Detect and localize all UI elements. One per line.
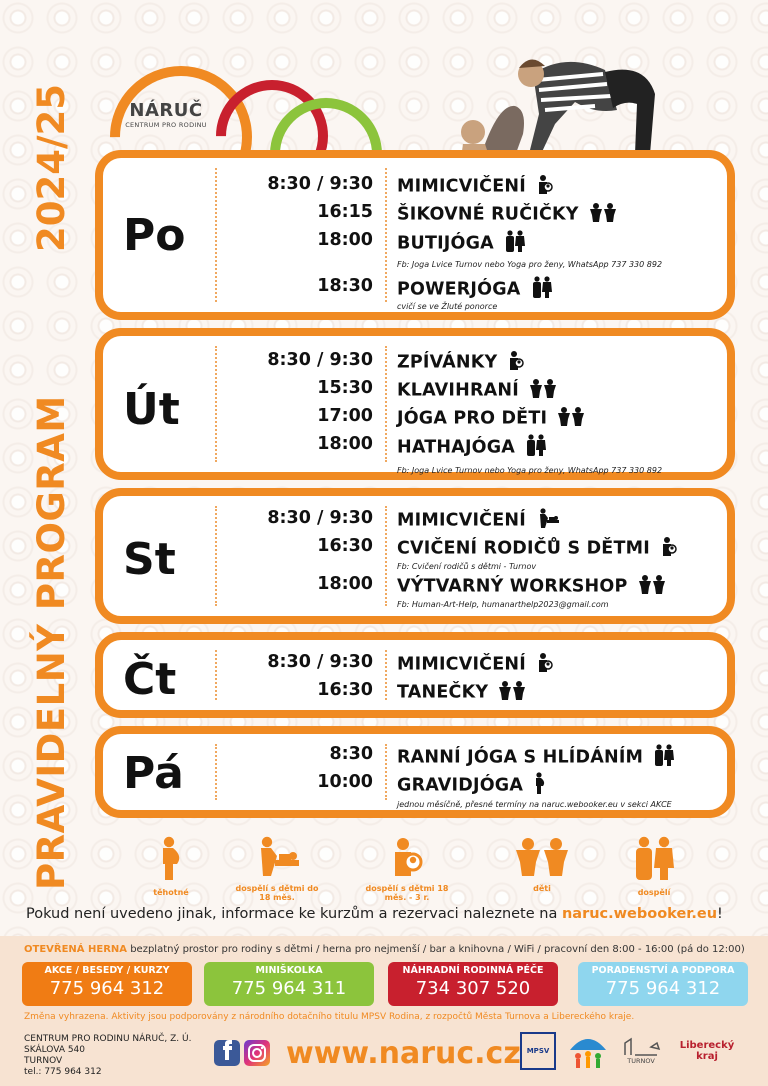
activity-name: JÓGA PRO DĚTI — [397, 408, 548, 429]
contact-card-title: AKCE / BESEDY / KURZY — [44, 965, 170, 976]
herna-text: bezplatný prostor pro rodiny s dětmi / herna pro nejmenší / bar a knihovna / WiFi / pracovní den 8:00 - 16:00 (pá do 12:00) — [127, 944, 745, 955]
children-icon — [497, 836, 587, 880]
activity-item — [397, 378, 557, 403]
adults-icon — [653, 744, 675, 771]
activity-name: MIMICVIČENÍ — [397, 654, 526, 675]
parent-baby-icon — [536, 174, 554, 199]
turnov-emblem-icon — [621, 1037, 661, 1057]
baby-changing-icon — [232, 836, 322, 880]
activity-time: 8:30 / 9:30 — [267, 174, 373, 194]
activity-time: 18:00 — [317, 434, 373, 454]
contact-card-phone[interactable]: 775 964 312 — [49, 978, 165, 999]
contact-card-title: PORADENSTVÍ A PODPORA — [591, 965, 735, 976]
year-title: 2024/25 — [30, 84, 73, 252]
activity-item — [397, 174, 554, 199]
children-icon — [589, 202, 617, 227]
activity-note: Fb: Human-Art-Help, humanarthelp2023@gmail.com — [397, 600, 609, 609]
adults-icon — [525, 434, 547, 461]
parent-baby-icon — [507, 350, 525, 375]
activity-name: MIMICVIČENÍ — [397, 176, 526, 197]
activity-name: ŠIKOVNÉ RUČIČKY — [397, 204, 579, 225]
legend-item — [126, 836, 216, 897]
contact-card-title: NÁHRADNÍ RODINNÁ PÉČE — [402, 965, 544, 976]
activity-item — [397, 744, 675, 771]
activity-time: 18:00 — [317, 574, 373, 594]
address-city: TURNOV — [24, 1056, 63, 1066]
divider — [385, 168, 387, 302]
activity-note: cvičí se ve Žluté ponorce — [397, 302, 498, 311]
activity-item — [397, 202, 617, 227]
children-icon — [557, 406, 585, 431]
activity-name: RANNÍ JÓGA S HLÍDÁNÍM — [397, 747, 644, 768]
activity-item — [397, 276, 553, 303]
activity-time: 18:00 — [317, 230, 373, 250]
activity-name: TANEČKY — [397, 682, 489, 703]
footer-note: Změna vyhrazena. Aktivity jsou podporovány z národního dotačního titulu MPSV Rodina, z rozpočtů Města Turnova a Libereckého kraje. — [24, 1012, 635, 1022]
activity-name: VÝTVARNÝ WORKSHOP — [397, 576, 628, 597]
address — [24, 1034, 191, 1078]
activity-item — [397, 434, 547, 461]
pregnant-icon — [126, 836, 216, 884]
herna-line — [24, 944, 745, 955]
day-name: Čt — [123, 654, 177, 705]
divider — [385, 506, 387, 606]
activity-item — [397, 536, 678, 561]
instagram-icon[interactable] — [244, 1040, 270, 1066]
day-box-st — [95, 488, 735, 624]
kraj-text: Liberecký kraj — [679, 1040, 735, 1062]
contact-card — [204, 962, 374, 1006]
activity-item — [397, 680, 526, 705]
activity-time: 8:30 / 9:30 — [267, 508, 373, 528]
legend-label: děti — [533, 884, 551, 893]
logo-text — [116, 100, 216, 129]
activity-name: GRAVIDJÓGA — [397, 775, 524, 796]
day-box-po — [95, 150, 735, 320]
mpsv-logo — [520, 1032, 556, 1070]
day-box-pá — [95, 726, 735, 818]
logo-subtitle: CENTRUM PRO RODINU — [125, 121, 207, 129]
activity-time: 15:30 — [317, 378, 373, 398]
legend-item — [609, 836, 699, 897]
address-phone: tel.: 775 964 312 — [24, 1067, 102, 1077]
facebook-icon[interactable] — [214, 1040, 240, 1066]
children-icon — [498, 680, 526, 705]
activity-time: 10:00 — [317, 772, 373, 792]
activity-name: MIMICVIČENÍ — [397, 510, 526, 531]
activity-name: KLAVIHRANÍ — [397, 380, 519, 401]
activity-note: jednou měsíčně, přesné termíny na naruc.webooker.eu v sekci AKCE — [397, 800, 672, 809]
day-name: Po — [123, 210, 186, 261]
activity-name: CVIČENÍ RODIČŮ S DĚTMI — [397, 538, 650, 559]
contact-card — [22, 962, 192, 1006]
turnov-logo — [618, 1032, 664, 1070]
legend-item — [362, 836, 452, 902]
info-message: Pokud není uvedeno jinak, informace ke kurzům a rezervaci naleznete na — [26, 906, 562, 922]
activity-time: 8:30 — [329, 744, 373, 764]
kraj-logo — [672, 1032, 742, 1070]
legend-item — [232, 836, 322, 902]
pregnant-icon — [533, 772, 547, 799]
family-umbrella-icon — [566, 1032, 610, 1070]
herna-title: OTEVŘENÁ HERNA — [24, 944, 128, 955]
activity-item — [397, 508, 560, 533]
activity-name: ZPÍVÁNKY — [397, 352, 498, 373]
day-name: Út — [123, 384, 180, 435]
info-end: ! — [717, 906, 723, 922]
contact-card — [388, 962, 558, 1006]
activity-time: 16:30 — [317, 680, 373, 700]
activity-name: HATHAJÓGA — [397, 437, 516, 458]
activity-time: 17:00 — [317, 406, 373, 426]
day-name: St — [123, 534, 176, 585]
legend-label: dospělí s dětmi 18 měs. - 3 r. — [365, 884, 449, 902]
day-box-čt — [95, 632, 735, 718]
contact-card-phone[interactable]: 775 964 312 — [605, 978, 721, 999]
adults-icon — [504, 230, 526, 257]
activity-note: Fb: Joga Lvice Turnov nebo Yoga pro ženy, WhatsApp 737 330 892 — [397, 466, 663, 475]
contact-card — [578, 962, 748, 1006]
logo-name: NÁRUČ — [129, 100, 203, 121]
activity-item — [397, 350, 525, 375]
divider — [385, 744, 387, 800]
activity-name: BUTIJÓGA — [397, 233, 494, 254]
divider — [385, 346, 387, 462]
activity-time: 18:30 — [317, 276, 373, 296]
activity-item — [397, 230, 526, 257]
address-org: CENTRUM PRO RODINU NÁRUČ, Z. Ú. — [24, 1034, 192, 1044]
divider — [385, 650, 387, 700]
contact-card-title: MINIŠKOLKA — [255, 965, 323, 976]
contact-card-phone[interactable]: 734 307 520 — [415, 978, 531, 999]
adults-icon — [531, 276, 553, 303]
activity-note: Fb: Cvičení rodičů s dětmi - Turnov — [397, 562, 537, 571]
activity-time: 8:30 / 9:30 — [267, 350, 373, 370]
activity-item — [397, 406, 585, 431]
baby-changing-icon — [536, 508, 560, 533]
parent-baby-icon — [362, 836, 452, 880]
legend-label: těhotné — [153, 888, 189, 897]
booking-link[interactable]: naruc.webooker.eu — [561, 906, 718, 922]
program-title: PRAVIDELNÝ PROGRAM — [30, 395, 73, 890]
website-link[interactable]: www.naruc.cz — [286, 1036, 521, 1071]
day-name: Pá — [123, 748, 184, 799]
activity-name: POWERJÓGA — [397, 279, 521, 300]
activity-item — [397, 772, 547, 799]
legend-item — [497, 836, 587, 893]
turnov-text: TURNOV — [627, 1057, 655, 1065]
children-icon — [529, 378, 557, 403]
activity-time: 16:30 — [317, 536, 373, 556]
address-street: SKÁLOVA 540 — [24, 1045, 86, 1055]
legend-label: dospělí s dětmi do 18 měs. — [235, 884, 319, 902]
parent-baby-icon — [536, 652, 554, 677]
activity-time: 8:30 / 9:30 — [267, 652, 373, 672]
mpsv-text: MPSV — [526, 1047, 550, 1055]
day-box-út — [95, 328, 735, 480]
activity-note: Fb: Joga Lvice Turnov nebo Yoga pro ženy, WhatsApp 737 330 892 — [397, 260, 663, 269]
rodina-logo — [566, 1032, 610, 1070]
activity-item — [397, 574, 666, 599]
contact-card-phone[interactable]: 775 964 311 — [231, 978, 347, 999]
activity-item — [397, 652, 554, 677]
adults-icon — [609, 836, 699, 884]
children-icon — [638, 574, 666, 599]
info-text — [26, 906, 746, 922]
parent-baby-icon — [660, 536, 678, 561]
legend-label: dospělí — [637, 888, 671, 897]
activity-time: 16:15 — [317, 202, 373, 222]
